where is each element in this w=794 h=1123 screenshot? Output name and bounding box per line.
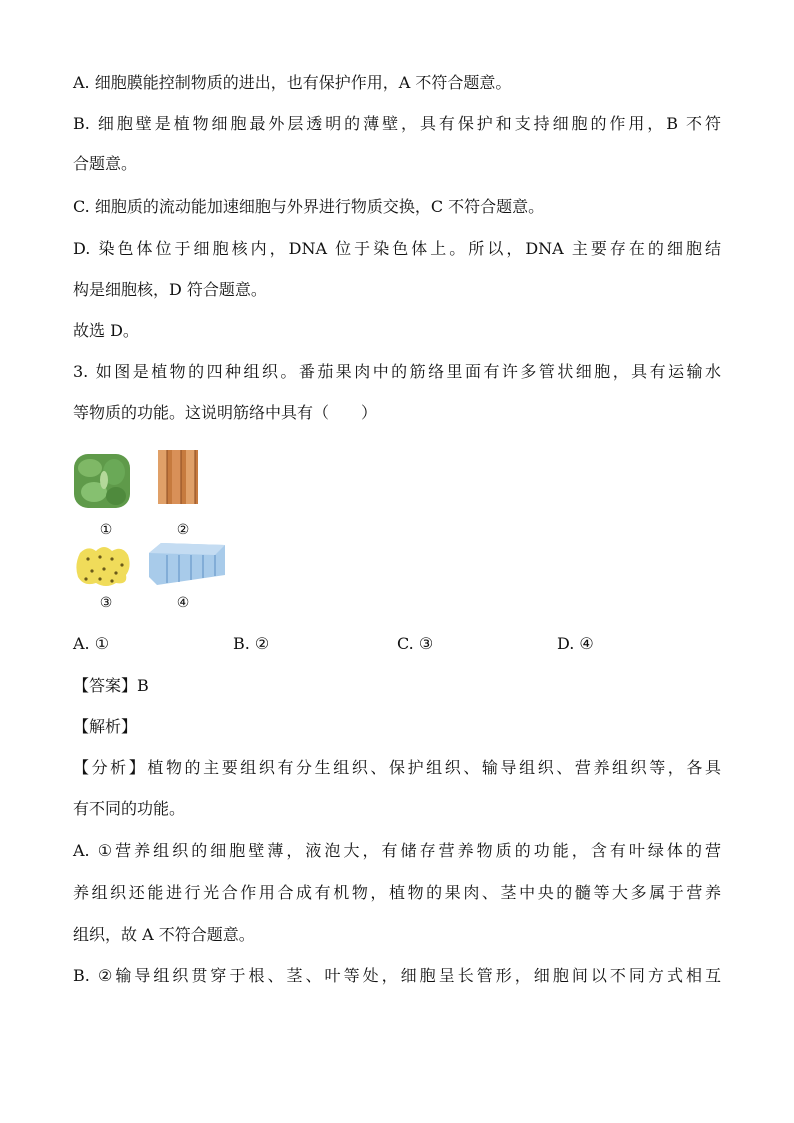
text-line: A. ①营养组织的细胞壁薄，液泡大，有储存营养物质的功能，含有叶绿体的营 <box>73 841 721 860</box>
figure-label: ① <box>99 522 113 538</box>
text-line: 养组织还能进行光合作用合成有机物，植物的果肉、茎中央的髓等大多属于营养 <box>73 883 721 902</box>
text-line: C. 细胞质的流动能加速细胞与外界进行物质交换，C 不符合题意。 <box>73 197 545 216</box>
text-line: B. ②输导组织贯穿于根、茎、叶等处，细胞呈长管形，细胞间以不同方式相互 <box>73 966 721 985</box>
text-line: D. 染色体位于细胞核内，DNA 位于染色体上。所以，DNA 主要存在的细胞结 <box>73 239 721 258</box>
figure-label: ② <box>176 522 190 538</box>
protective-tissue-image <box>145 541 227 589</box>
question-line: 等物质的功能。这说明筋络中具有（ ） <box>73 403 378 422</box>
text-line: B. 细胞壁是植物细胞最外层透明的薄壁，具有保护和支持细胞的作用，B 不符 <box>73 114 721 133</box>
text-line: 组织，故 A 不符合题意。 <box>73 925 255 944</box>
option-a: A. ① <box>73 634 110 653</box>
text-line: 【分析】植物的主要组织有分生组织、保护组织、输导组织、营养组织等，各具 <box>73 758 721 777</box>
text-line: 合题意。 <box>73 154 138 173</box>
figure-label: ③ <box>99 595 113 611</box>
text-line: 有不同的功能。 <box>73 799 186 818</box>
nutrient-tissue-image <box>72 450 134 512</box>
question-line: 3. 如图是植物的四种组织。番茄果肉中的筋络里面有许多管状细胞，具有运输水 <box>73 362 721 381</box>
text-line: 故选 D。 <box>73 321 139 340</box>
option-b: B. ② <box>233 634 270 653</box>
option-c: C. ③ <box>397 634 434 653</box>
analysis-heading: 【解析】 <box>73 717 138 736</box>
option-d: D. ④ <box>557 634 594 653</box>
text-line: A. 细胞膜能控制物质的进出，也有保护作用，A 不符合题意。 <box>73 73 512 92</box>
text-line: 构是细胞核，D 符合题意。 <box>73 280 267 299</box>
conducting-tissue-image <box>155 446 205 508</box>
meristem-tissue-image <box>74 543 134 589</box>
figure-label: ④ <box>176 595 190 611</box>
answer-line: 【答案】B <box>73 676 149 695</box>
